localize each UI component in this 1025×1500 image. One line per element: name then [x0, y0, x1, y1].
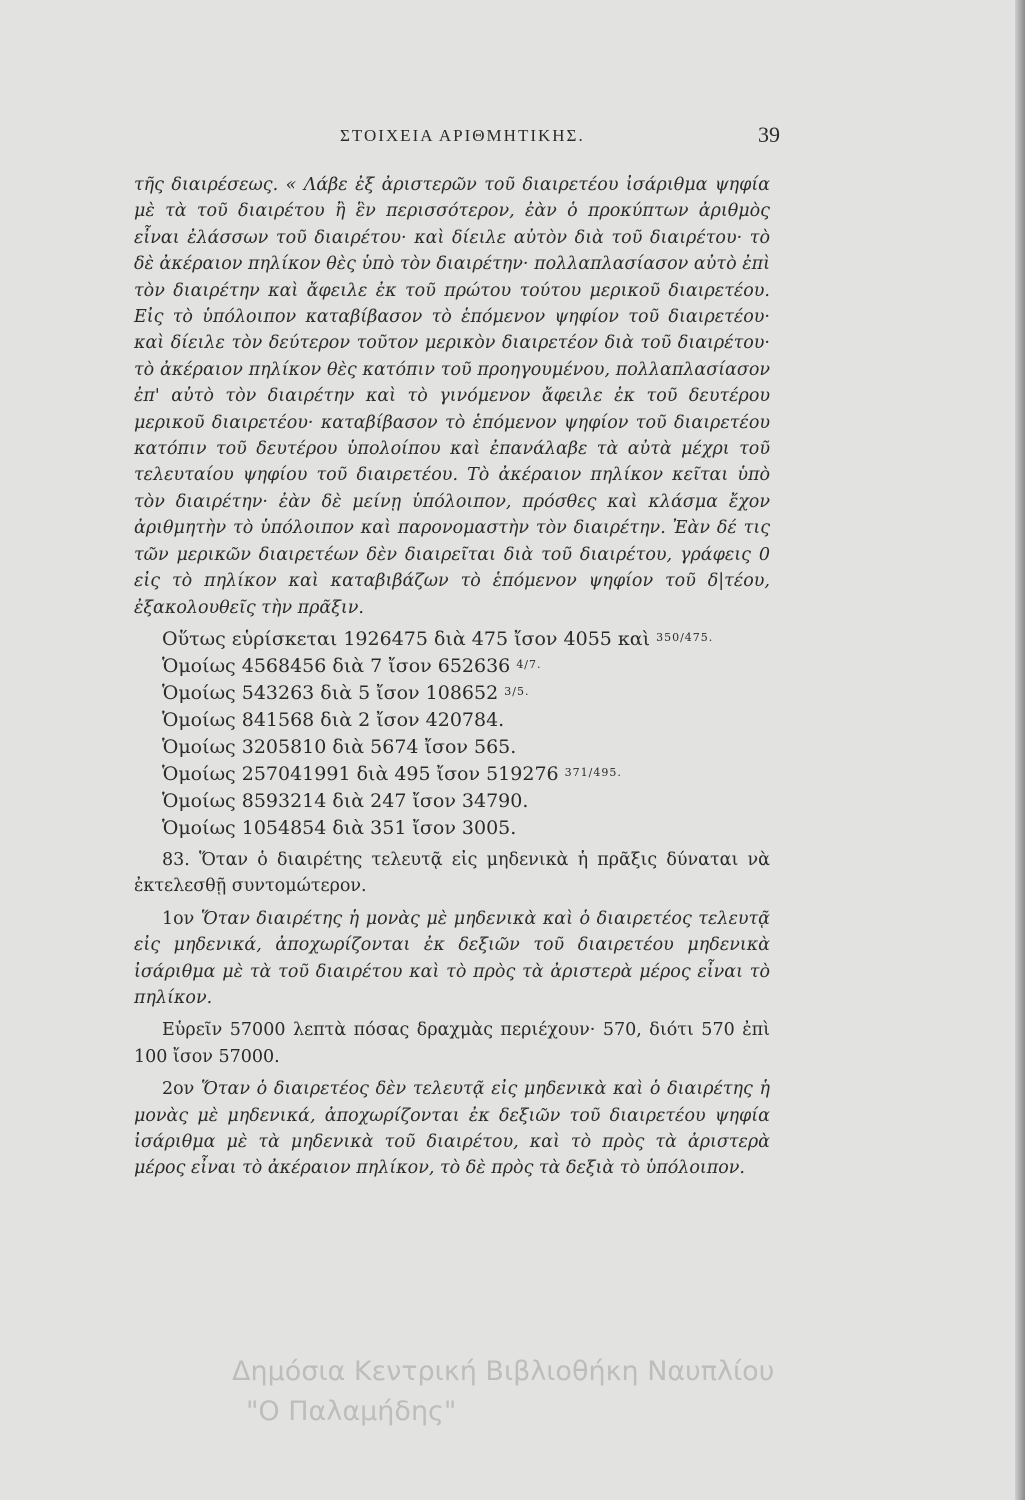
page-header	[0, 122, 1025, 156]
page-body	[134, 172, 770, 1182]
case-2-label: 2ον	[162, 1079, 195, 1100]
case-2	[134, 1076, 770, 1182]
rule-paragraph: τῆς διαιρέσεως. « Λάβε ἐξ ἀριστερῶν τοῦ διαιρετέου ἰσάριθμα ψηφία μὲ τὰ τοῦ διαιρέτου ἢ ἓν περισσότερον, ἐὰν ὁ προκύπτων ἀριθμὸς εἶναι ἐλάσσων τοῦ διαιρέτου· καὶ δίειλε αὐτὸν διὰ τοῦ διαιρέτου· τὸ δὲ ἀκέραιον πηλίκον θὲς ὑπὸ τὸν διαιρέτην· πολλαπλασίασον αὐτὸ ἐπὶ τὸν διαιρέτην καὶ ἄφειλε ἐκ τοῦ πρώτου τούτου μερικοῦ διαιρετέου. Εἰς τὸ ὑπόλοιπον καταβίβασον τὸ ἑπόμενον ψηφίον τοῦ διαιρετέου· καὶ δίειλε τὸν δεύτερον τοῦτον μερικὸν διαιρετέον διὰ τοῦ διαιρέτου· τὸ ἀκέραιον πηλίκον θὲς κατόπιν τοῦ προηγουμένου, πολλαπλασίασον ἐπ' αὐτὸ τὸν διαιρέτην καὶ τὸ γινόμενον ἄφειλε ἐκ τοῦ δευτέρου μερικοῦ διαιρετέου· καταβίβασον τὸ ἑπόμενον ψηφίον τοῦ διαιρετέου κατόπιν τοῦ δευτέρου ὑπολοίπου καὶ ἐπανάλαβε τὰ αὐτὰ μέχρι τοῦ τελευταίου ψηφίου τοῦ διαιρετέου. Τὸ ἀκέραιον πηλίκον κεῖται ὑπὸ τὸν διαιρέτην· ἐὰν δὲ μείνῃ ὑπόλοιπον, πρόσθες καὶ κλάσμα ἔχον ἀριθμητὴν τὸ ὑπόλοιπον καὶ παρονομαστὴν τὸν διαιρέτην. Ἐὰν δέ τις τῶν μερικῶν διαιρετέων δὲν διαιρεῖται διὰ τοῦ διαιρέτου, γράφεις 0 εἰς τὸ πηλίκον καὶ καταβιβάζων τὸ ἑπόμενον ψηφίον τοῦ δ|τέου, ἐξακολουθεῖς τὴν πρᾶξιν.	[134, 175, 770, 618]
page-edge-shadow	[1015, 0, 1025, 1500]
case-1-label: 1ον	[162, 908, 195, 929]
watermark-line-1: Δημόσια Κεντρική Βιβλιοθήκη Ναυπλίου	[232, 1356, 775, 1387]
case-2-text: Ὅταν ὁ διαιρετέος δὲν τελευτᾷ εἰς μηδενικὰ καὶ ὁ διαιρέτης ἡ μονὰς μὲ μηδενικά, ἀποχωρίζονται ἐκ δεξιῶν τοῦ διαιρετέου ψηφία ἰσάριθμα μὲ τὰ μηδενικὰ τοῦ διαιρέτου, καὶ τὸ πρὸς τὰ ἀριστερὰ μέρος εἶναι τὸ ἀκέραιον πηλίκον, τὸ δὲ πρὸς τὰ δεξιὰ τὸ ὑπόλοιπον.	[134, 1079, 770, 1179]
page-number: 39	[758, 122, 780, 147]
example-line: Ὁμοίως 4568456 διὰ 7 ἴσον 652636 $^{4/7.}$	[162, 654, 542, 677]
watermark-line-2: "Ο Παλαμήδης"	[246, 1396, 457, 1427]
example-57000: Εὑρεῖν 57000 λεπτὰ πόσας δραχμὰς περιέχουν· 570, διότι 570 ἐπὶ 100 ἴσον 57000.	[134, 1020, 770, 1067]
division-examples	[134, 625, 770, 841]
fraction: 4/7.	[516, 657, 542, 671]
example-line: Ὁμοίως 543263 διὰ 5 ἴσον 108652 $^{3/5.}$	[162, 681, 530, 704]
fraction: 350/475.	[656, 630, 714, 644]
case-1-text: Ὅταν διαιρέτης ἡ μονὰς μὲ μηδενικὰ καὶ ὁ διαιρετέος τελευτᾷ εἰς μηδενικά, ἀποχωρίζονται ἐκ δεξιῶν τοῦ διαιρετέου μηδενικὰ ἰσάριθμα μὲ τὰ τοῦ διαιρέτου καὶ τὸ πρὸς τὰ ἀριστερὰ μέρος εἶναι τὸ πηλίκον.	[134, 908, 770, 1008]
section-83	[134, 847, 770, 900]
example-line: Ὁμοίως 1054854 διὰ 351 ἴσον 3005.	[162, 816, 517, 839]
example-line: Οὕτως εὑρίσκεται 1926475 διὰ 475 ἴσον 4055 καὶ $^{350/475.}$	[162, 627, 714, 650]
section-83-text: Ὅταν ὁ διαιρέτης τελευτᾷ εἰς μηδενικὰ ἡ πρᾶξις δύναται νὰ ἐκτελεσθῇ συντομώτερον.	[134, 849, 770, 897]
running-title: ΣΤΟΙΧΕΙΑ ΑΡΙΘΜΗΤΙΚΗΣ.	[340, 126, 585, 145]
example-line: Ὁμοίως 3205810 διὰ 5674 ἴσον 565.	[162, 735, 517, 758]
fraction: 371/495.	[564, 765, 622, 779]
fraction: 3/5.	[504, 684, 530, 698]
example-line: Ὁμοίως 8593214 διὰ 247 ἴσον 34790.	[162, 789, 529, 812]
example-line: Ὁμοίως 841568 διὰ 2 ἴσον 420784.	[162, 708, 505, 731]
case-1	[134, 906, 770, 1012]
example-line: Ὁμοίως 257041991 διὰ 495 ἴσον 519276 $^{371/495.}$	[162, 762, 622, 785]
library-watermark	[232, 1352, 952, 1432]
section-number: 83.	[162, 849, 190, 870]
